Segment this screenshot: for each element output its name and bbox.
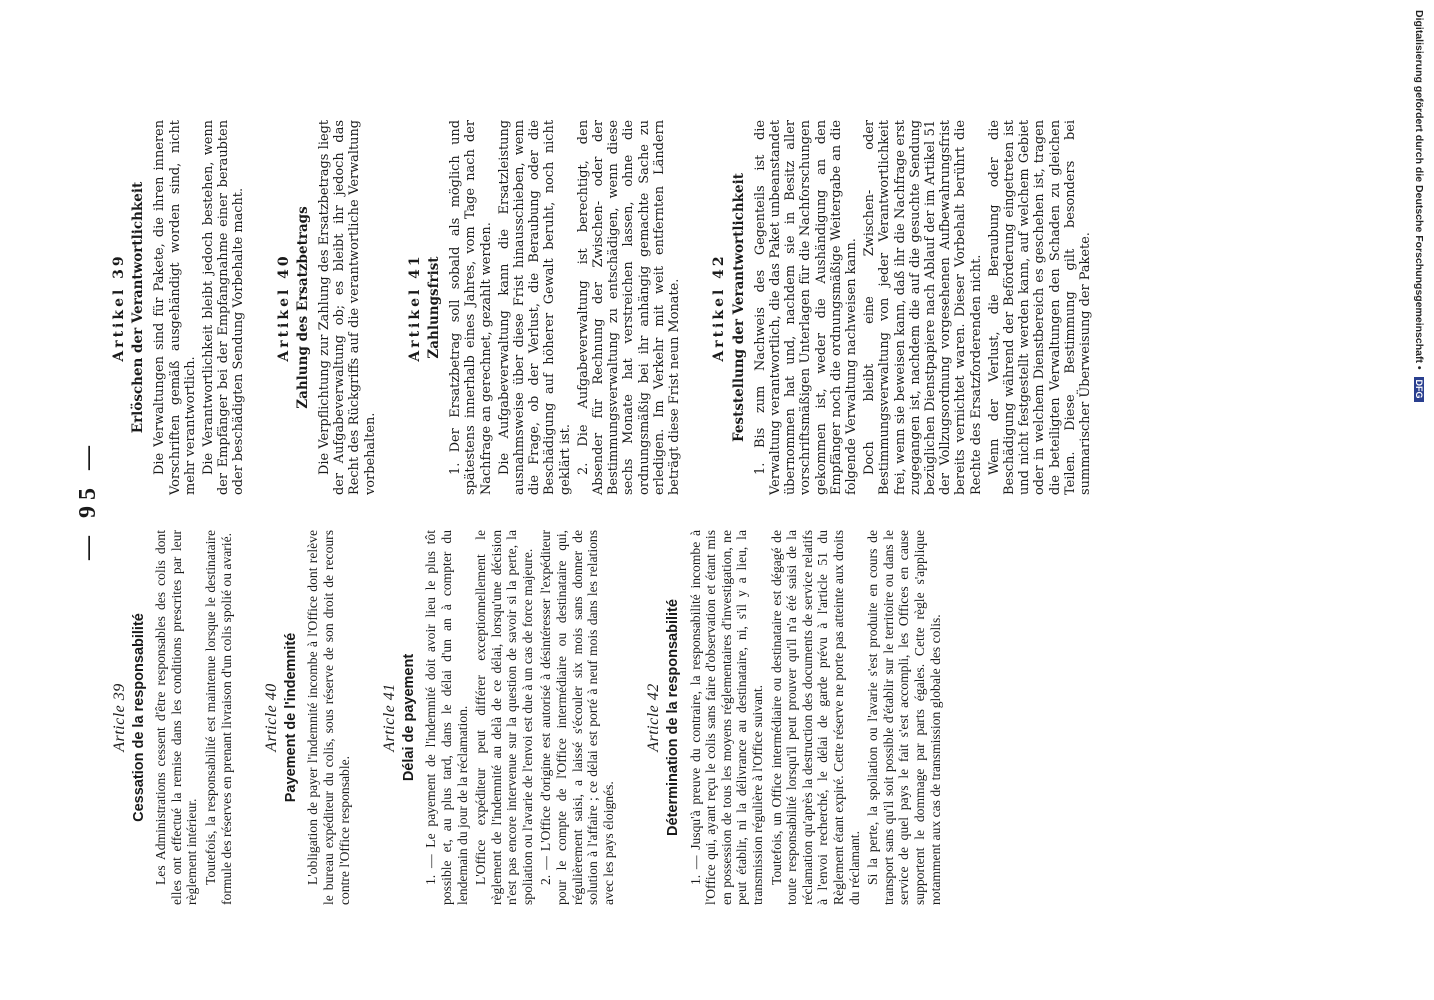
paragraph: 1. — Le payement de l'indemnité doit avoir lieu le plus tôt possible et, au plus tard, dans le délai d'un an à compter du lendemain du jour de la réclamation.: [423, 530, 470, 905]
article-heading: Article 39: [111, 683, 128, 752]
article-heading: Artikel 40: [275, 253, 292, 362]
paragraph: Die Verwaltungen sind für Pakete, die ihren inneren Vorschriften gemäß ausgehändigt worden sind, nicht mehr verantwortlich.: [152, 120, 198, 495]
paragraph: 1. Bis zum Nachweis des Gegenteils ist die Verwaltung verantwortlich, die das Paket unbeanstandet übernommen hat und, nachdem sie in Besitz aller vorschriftsmäßigen Unterlagen für die Nachforschungen gekommen ist, weder die Aushändigung an den Empfänger noch die ordnungsmäßige Weitergabe an die folgende Verwaltung nachweisen kann.: [752, 120, 859, 495]
paragraph: 1. Der Ersatzbetrag soll sobald als möglich und spätestens innerhalb eines Jahres, vom Tage nach der Nachfrage an gerechnet, gezahlt werden.: [448, 120, 494, 495]
paragraph: Les Administrations cessent d'être responsables des colis dont elles ont effectué la remise dans les conditions prescrites par leur règlement intérieur.: [153, 530, 200, 905]
paragraph: L'obligation de payer l'indemnité incombe à l'Office dont relève le bureau expéditeur du colis, sous réserve de son droit de recours contre l'Office responsable.: [305, 530, 352, 905]
article-title: Zahlungsfrist: [426, 256, 443, 359]
article-heading: Artikel 41: [406, 253, 423, 362]
article-title: Détermination de la responsabilité: [665, 599, 682, 836]
article-title: Erlöschen der Verantwortlichkeit: [130, 181, 147, 434]
paragraph: Si la perte, la spoliation ou l'avarie s'est produite en cours de transport sans qu'il soit possible d'établir sur le territoire ou dans le service de quel pays le fait s'est accompli, les Offices en cause supportent le dommage par parts égales. Cette règle s'applique notamment aux cas de transmission globale des colis.: [865, 530, 943, 905]
german-article-39: [112, 120, 247, 495]
article-title: Feststellung der Verantwortlichkeit: [730, 173, 747, 442]
french-article-40: [264, 530, 352, 905]
article-title: Cessation de la responsabilité: [130, 613, 147, 822]
paragraph: 2. Die Aufgabeverwaltung ist berechtigt, den Absender für Rechnung der Zwischen- oder der Bestimmungsverwaltung zu entschädigen, wenn diese sechs Monate hat verstreichen lassen, ohne die ordnungsmäßig bei ihr anhängig gemachte Sache zu erledigen. Im Verkehr mit weit entfernten Ländern beträgt diese Frist neun Monate.: [575, 120, 683, 495]
paragraph: 2. — L'Office d'origine est autorisé à désintéresser l'expéditeur pour le compte de l'Office intermédiaire ou destinataire qui, régulièrement saisi, a laissé s'écouler six mois sans donner de solution à l'affaire ; ce délai est porté à neuf mois dans les relations avec les pays éloignés.: [538, 530, 616, 905]
paragraph: L'Office expéditeur peut différer exceptionnellement le règlement de l'indemnité au delà de ce délai, lorsqu'une décision n'est pas encore intervenue sur la question de savoir si la perte, la spoliation ou l'avarie de l'envoi est due à un cas de force majeure.: [473, 530, 535, 905]
french-article-42: [646, 530, 943, 905]
paragraph: Die Verantwortlichkeit bleibt jedoch bestehen, wenn der Empfänger bei der Empfangnahme einer beraubten oder beschädigten Sendung Vorbehalte macht.: [201, 120, 247, 495]
article-heading: Artikel 42: [711, 253, 728, 362]
german-article-41: [408, 120, 682, 495]
article-heading: Article 42: [645, 683, 663, 752]
paragraph: Doch bleibt eine Zwischen- oder Bestimmungsverwaltung von jeder Verantwortlichkeit frei, wenn sie beweisen kann, daß ihr die Nachfrage erst zugegangen ist, nachdem die auf die gesuchte Sendung bezüglichen Dienstpapiere nach Ablauf der im Artikel 51 der Vollzugsordnung vorgesehenen Aufbewahrungsfrist bereits vernichtet waren. Dieser Vorbehalt berührt die Rechte des Ersatzforderenden nicht.: [862, 120, 984, 495]
article-title: Payement de l'indemnité: [282, 632, 299, 803]
german-article-40: [277, 120, 378, 495]
article-title: Délai de payement: [400, 653, 417, 782]
german-column: [108, 120, 1093, 495]
digitization-text: Digitalisierung gefördert durch die Deutsche Forschungsgemeinschaft •: [1413, 10, 1425, 370]
paragraph: Toutefois, la responsabilité est maintenue lorsque le destinataire formule des réserves en prenant livraison d'un colis spolié ou avarié.: [202, 530, 234, 905]
dfg-logo: DFG: [1414, 377, 1424, 402]
french-article-39: [112, 530, 234, 905]
article-title: Zahlung des Ersatzbetrags: [294, 206, 311, 409]
paragraph: 1. — Jusqu'à preuve du contraire, la responsabilité incombe à l'Office qui, ayant reçu le colis sans faire d'observation et étant mis en possession de tous les moyens réglementaires d'investigation, ne peut établir, ni la délivrance au destinataire, ni, s'il y a lieu, la transmission régulière à l'Office suivant.: [687, 530, 765, 905]
digitization-note: [1405, 10, 1425, 990]
german-article-42: [712, 120, 1093, 495]
paragraph: Toutefois, un Office intermédiaire ou destinataire est dégagé de toute responsabilité lorsqu'il peut prouver qu'il n'a été saisi de la réclamation qu'après la destruction des documents de service relatifs à l'envoi recherché, le délai de garde prévu à l'article 51 du Règlement étant expiré. Cette réserve ne porte pas atteinte aux droits du réclamant.: [768, 530, 862, 905]
paragraph: Die Verpflichtung zur Zahlung des Ersatzbetrags liegt der Aufgabeverwaltung ob; es bleibt ihr jedoch das Recht des Rückgriffs auf die verantwortliche Verwaltung vorbehalten.: [317, 120, 378, 495]
paragraph: Wenn der Verlust, die Beraubung oder die Beschädigung während der Beförderung eingetreten ist und nicht festgestellt werden kann, auf welchem Gebiet oder in welchem Dienstbereich es geschehen ist, tragen die beteiligten Verwaltungen den Schaden zu gleichen Teilen. Diese Bestimmung gilt besonders bei summarischer Überweisung der Pakete.: [986, 120, 1093, 495]
french-article-41: [382, 530, 616, 905]
article-heading: Artikel 39: [111, 253, 127, 362]
page-number: — 95 —: [75, 440, 101, 560]
article-heading: Article 40: [263, 683, 281, 752]
article-heading: Article 41: [381, 683, 399, 752]
paragraph: Die Aufgabeverwaltung kann die Ersatzleistung ausnahmsweise über diese Frist hinausschieben, wenn die Frage, ob der Verlust, die Beraubung oder die Beschädigung auf höherer Gewalt beruht, noch nicht geklärt ist.: [496, 120, 573, 495]
french-column: [108, 530, 943, 905]
